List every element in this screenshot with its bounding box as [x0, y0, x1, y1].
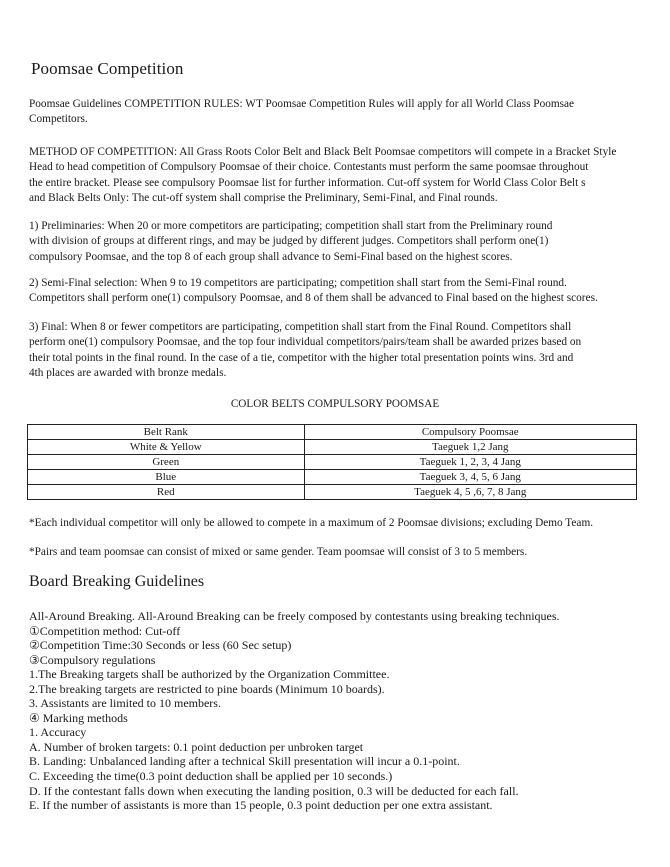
text-line: and Black Belts Only: The cut-off system shall comprise the Preliminary, Semi-Final, and Final rounds.	[29, 191, 498, 204]
poomsae-cell: Taeguek 4, 5 ,6, 7, 8 Jang	[304, 485, 636, 500]
list-item: D. If the contestant falls down when executing the landing position, 0.3 will be deducted for each fall.	[29, 783, 519, 798]
text-line: the entire bracket. Please see compulsory Poomsae list for further information. Cut-off system for World Class Color Belt s	[29, 176, 586, 189]
semi-final-paragraph	[29, 276, 641, 307]
list-item: ③Compulsory regulations	[29, 652, 156, 667]
poomsae-cell: Taeguek 3, 4, 5, 6 Jang	[304, 470, 636, 485]
list-item: ①Competition method: Cut-off	[29, 623, 181, 638]
belt-rank-cell: Blue	[28, 470, 305, 485]
final-paragraph	[29, 320, 641, 381]
text-line: Poomsae Guidelines COMPETITION RULES: WT Poomsae Competition Rules will apply for all World Class Poomsae	[29, 98, 575, 110]
text-line: *Pairs and team poomsae can consist of mixed or same gender. Team poomsae will consist of 3 to 5 members.	[29, 546, 528, 558]
table-title: COLOR BELTS COMPULSORY POOMSAE	[230, 398, 440, 410]
text-line: their total points in the final round. In the case of a tie, competitor with the higher total presentation points wins. 3rd and	[29, 351, 574, 364]
list-item: E. If the number of assistants is more than 15 people, 0.3 point deduction per one extra assistant.	[29, 798, 493, 813]
belt-rank-cell: Red	[28, 485, 305, 500]
note-pairs	[29, 545, 641, 560]
text-line: Competitors.	[29, 113, 88, 126]
text-line: METHOD OF COMPETITION: All Grass Roots Color Belt and Black Belt Poomsae competitors will compete in a Bracket Style	[29, 146, 617, 158]
header-belt-rank: Belt Rank	[28, 425, 305, 440]
note-individual	[29, 516, 641, 531]
list-item: 1. Accuracy	[29, 725, 87, 740]
list-item: ④ Marking methods	[29, 710, 128, 725]
list-item: B. Landing: Unbalanced landing after a technical Skill presentation will incur a 0.1-point.	[29, 754, 460, 769]
text-line: 1) Preliminaries: When 20 or more competitors are participating; competition shall start from the Preliminary round	[29, 220, 553, 232]
text-line: Head to head competition of Compulsory Poomsae of their choice. Contestants must perform the same poomsae throughout	[29, 161, 589, 174]
table-row	[28, 485, 637, 500]
text-line: *Each individual competitor will only be allowed to compete in a maximum of 2 Poomsae divisions; excluding Demo Team.	[29, 517, 594, 529]
list-item: All-Around Breaking. All-Around Breaking can be freely composed by contestants using breaking techniques.	[29, 609, 560, 623]
belt-rank-cell: Green	[28, 455, 305, 470]
table-row	[28, 440, 637, 455]
list-item: 1.The Breaking targets shall be authorized by the Organization Committee.	[29, 667, 390, 682]
poomsae-cell: Taeguek 1, 2, 3, 4 Jang	[304, 455, 636, 470]
text-line: 4th places are awarded with bronze medals.	[29, 366, 227, 379]
text-line: with division of groups at different rings, and may be judged by different judges. Competitors shall perform one(1)	[29, 235, 549, 248]
text-line: compulsory Poomsae, and the top 8 of each group shall advance to Semi-Final based on the highest scores.	[29, 250, 513, 263]
list-item: ②Competition Time:30 Seconds or less (60 Sec setup)	[29, 638, 292, 653]
breaking-section-title: Board Breaking Guidelines	[29, 573, 205, 590]
text-line: 2) Semi-Final selection: When 9 to 19 competitors are participating; competition shall start from the Semi-Final round.	[29, 277, 567, 289]
preliminaries-paragraph	[29, 219, 641, 265]
poomsae-cell: Taeguek 1,2 Jang	[304, 440, 636, 455]
text-line: 3) Final: When 8 or fewer competitors are participating, competition shall start from the Final Round. Competitors shall	[29, 321, 572, 333]
method-paragraph	[29, 145, 641, 206]
table-row	[28, 470, 637, 485]
list-item: 2.The breaking targets are restricted to pine boards (Minimum 10 boards).	[29, 681, 385, 696]
list-item: 3. Assistants are limited to 10 members.	[29, 696, 221, 711]
header-compulsory-poomsae: Compulsory Poomsae	[304, 425, 636, 440]
page-title: Poomsae Competition	[31, 59, 184, 78]
guidelines-paragraph	[29, 97, 641, 128]
compulsory-poomsae-table	[27, 424, 637, 500]
breaking-guidelines-list	[29, 609, 560, 813]
text-line: perform one(1) compulsory Poomsae, and the top four individual competitors/pairs/team shall be awarded prizes based on	[29, 336, 582, 349]
table-row	[28, 455, 637, 470]
list-item: A. Number of broken targets: 0.1 point deduction per unbroken target	[29, 739, 364, 754]
text-line: Competitors shall perform one(1) compulsory Poomsae, and 8 of them shall be advanced to Final based on the highest scores.	[29, 292, 598, 305]
table-header-row	[28, 425, 637, 440]
belt-rank-cell: White & Yellow	[28, 440, 305, 455]
list-item: C. Exceeding the time(0.3 point deduction shall be applied per 10 seconds.)	[29, 769, 393, 784]
